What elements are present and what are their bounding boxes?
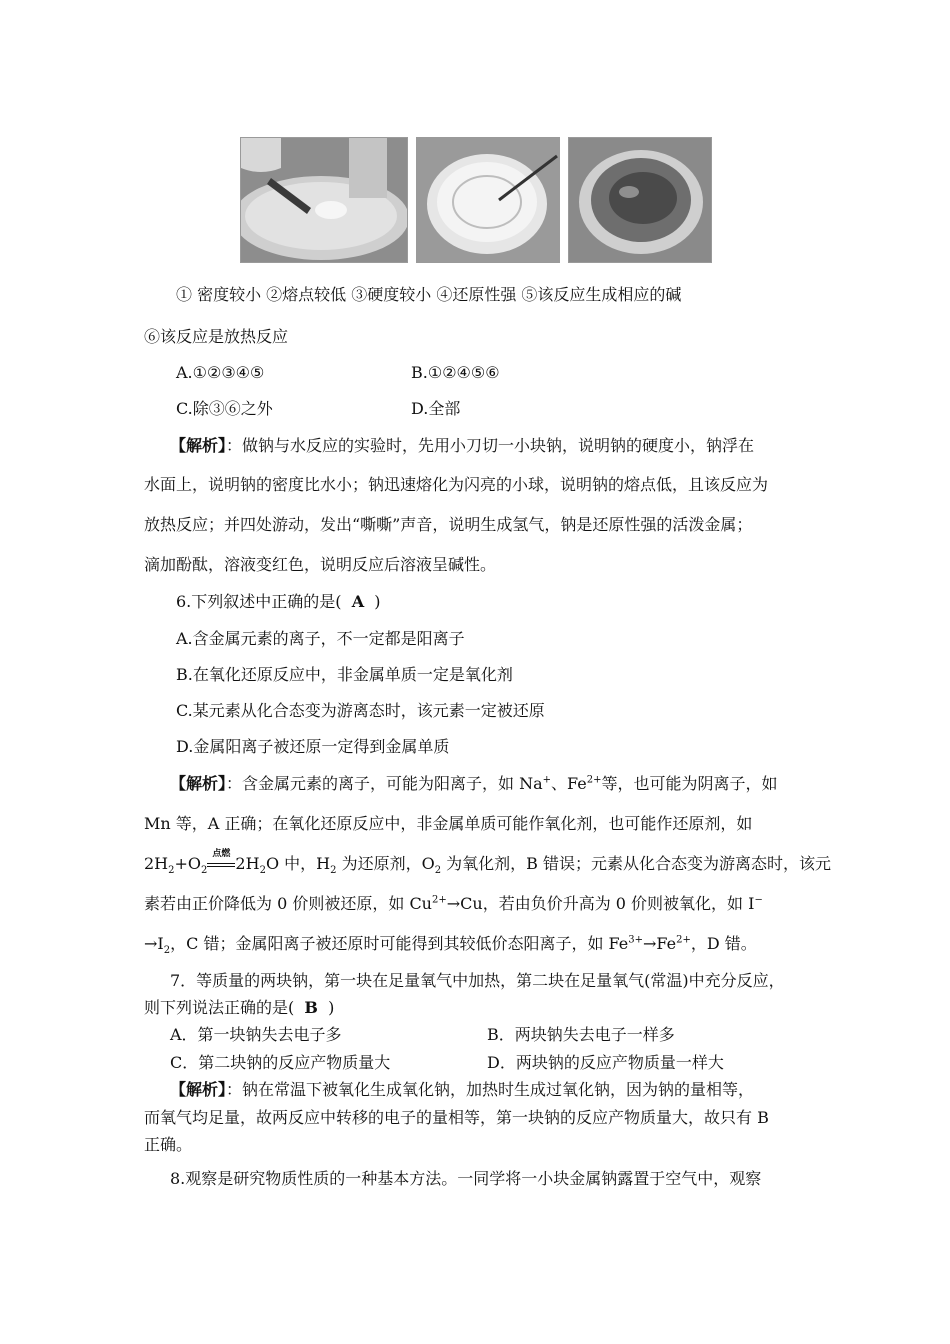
photo-sodium-in-water [416, 137, 560, 263]
q7-option-c: C．第二块钠的反应产物质量大 [170, 1053, 391, 1072]
q7-option-b: B．两块钠失去电子一样多 [487, 1025, 675, 1044]
q7-analysis-line1: 【解析】：钠在常温下被氧化生成氧化钠，加热时生成过氧化钠，因为钠的量相等， [170, 1080, 755, 1099]
q7-option-d: D．两块钠的反应产物质量一样大 [487, 1053, 724, 1072]
q6-answer: A [351, 592, 365, 611]
q6-analysis-line1: 【解析】：含金属元素的离子，可能为阳离子，如 Na+、$Fe^{2+}$等，也可能为阴离子，如 [170, 774, 778, 793]
q5-options-line2: ⑥该反应是放热反应 [144, 327, 289, 346]
q6-analysis-line5: $\to I_2$，C 错；金属阳离子被还原时可能得到其较低价态阳离子，如 $Fe^{3+}\to Fe^{2+}$，D 错。 [144, 934, 757, 957]
q7-analysis-line2: 而氧气均足量，故两反应中转移的电子的量相等，第一块钠的反应产物质量大，故只有 B [144, 1108, 769, 1127]
q5-analysis-line2: 水面上，说明钠的密度比水小；钠迅速熔化为闪亮的小球，说明钠的熔点低，且该反应为 [144, 475, 769, 494]
q6-analysis-line2: Mn 等，A 正确；在氧化还原反应中，非金属单质可能作氧化剂，也可能作还原剂，如 [144, 814, 753, 833]
q7-answer: B [304, 998, 318, 1017]
q5-analysis-line3: 放热反应；并四处游动，发出“嘶嘶”声音，说明生成氢气，钠是还原性强的活泼金属； [144, 515, 753, 534]
q5-options-line1: ① 密度较小 ②熔点较低 ③硬度较小 ④还原性强 ⑤该反应生成相应的碱 [176, 285, 682, 304]
q5-option-d: D.全部 [411, 399, 461, 418]
q7-stem-line1: 7．等质量的两块钠，第一块在足量氧气中加热，第二块在足量氧气(常温)中充分反应， [170, 971, 785, 990]
q6-stem: 6.下列叙述中正确的是( A ) [176, 592, 381, 611]
q8-stem-line1: 8.观察是研究物质性质的一种基本方法。一同学将一小块金属钠露置于空气中，观察 [170, 1169, 762, 1188]
analysis-label: 【解析】 [170, 436, 227, 455]
q5-option-b: B.①②④⑤⑥ [411, 363, 500, 382]
q6-option-b: B.在氧化还原反应中，非金属单质一定是氧化剂 [176, 665, 513, 684]
q7-analysis-line3: 正确。 [144, 1135, 193, 1154]
q5-analysis-line1: 【解析】：做钠与水反应的实验时，先用小刀切一小块钠，说明钠的硬度小，钠浮在 [170, 436, 755, 455]
q7-option-a: A．第一块钠失去电子多 [170, 1025, 342, 1044]
photo-cutting-sodium [240, 137, 408, 263]
q5-option-c: C.除③⑥之外 [176, 399, 273, 418]
q6-analysis-line3: $2H_2+O_2$ 点燃 $2H_2O$ 中，$H_2$ 为还原剂，$O_2$ 为氧化剂，B 错误；元素从化合态变为游离态时，该元 [144, 853, 831, 875]
q5-option-a: A.①②③④⑤ [176, 363, 265, 382]
photo-solution-after-reaction [568, 137, 712, 263]
q6-option-c: C.某元素从化合态变为游离态时，该元素一定被还原 [176, 701, 545, 720]
q6-option-d: D.金属阳离子被还原一定得到金属单质 [176, 737, 450, 756]
q6-analysis-line4: 素若由正价降低为 0 价则被还原，如 $Cu^{2+}\to Cu$，若由负价升高为 0 价则被氧化，如 I− [144, 894, 763, 913]
reaction-condition: 点燃 [212, 849, 231, 859]
q5-analysis-line4: 滴加酚酞，溶液变红色，说明反应后溶液呈碱性。 [144, 555, 497, 574]
q6-option-a: A.含金属元素的离子，不一定都是阳离子 [176, 629, 465, 648]
q7-stem-line2: 则下列说法正确的是( B ) [144, 998, 335, 1017]
